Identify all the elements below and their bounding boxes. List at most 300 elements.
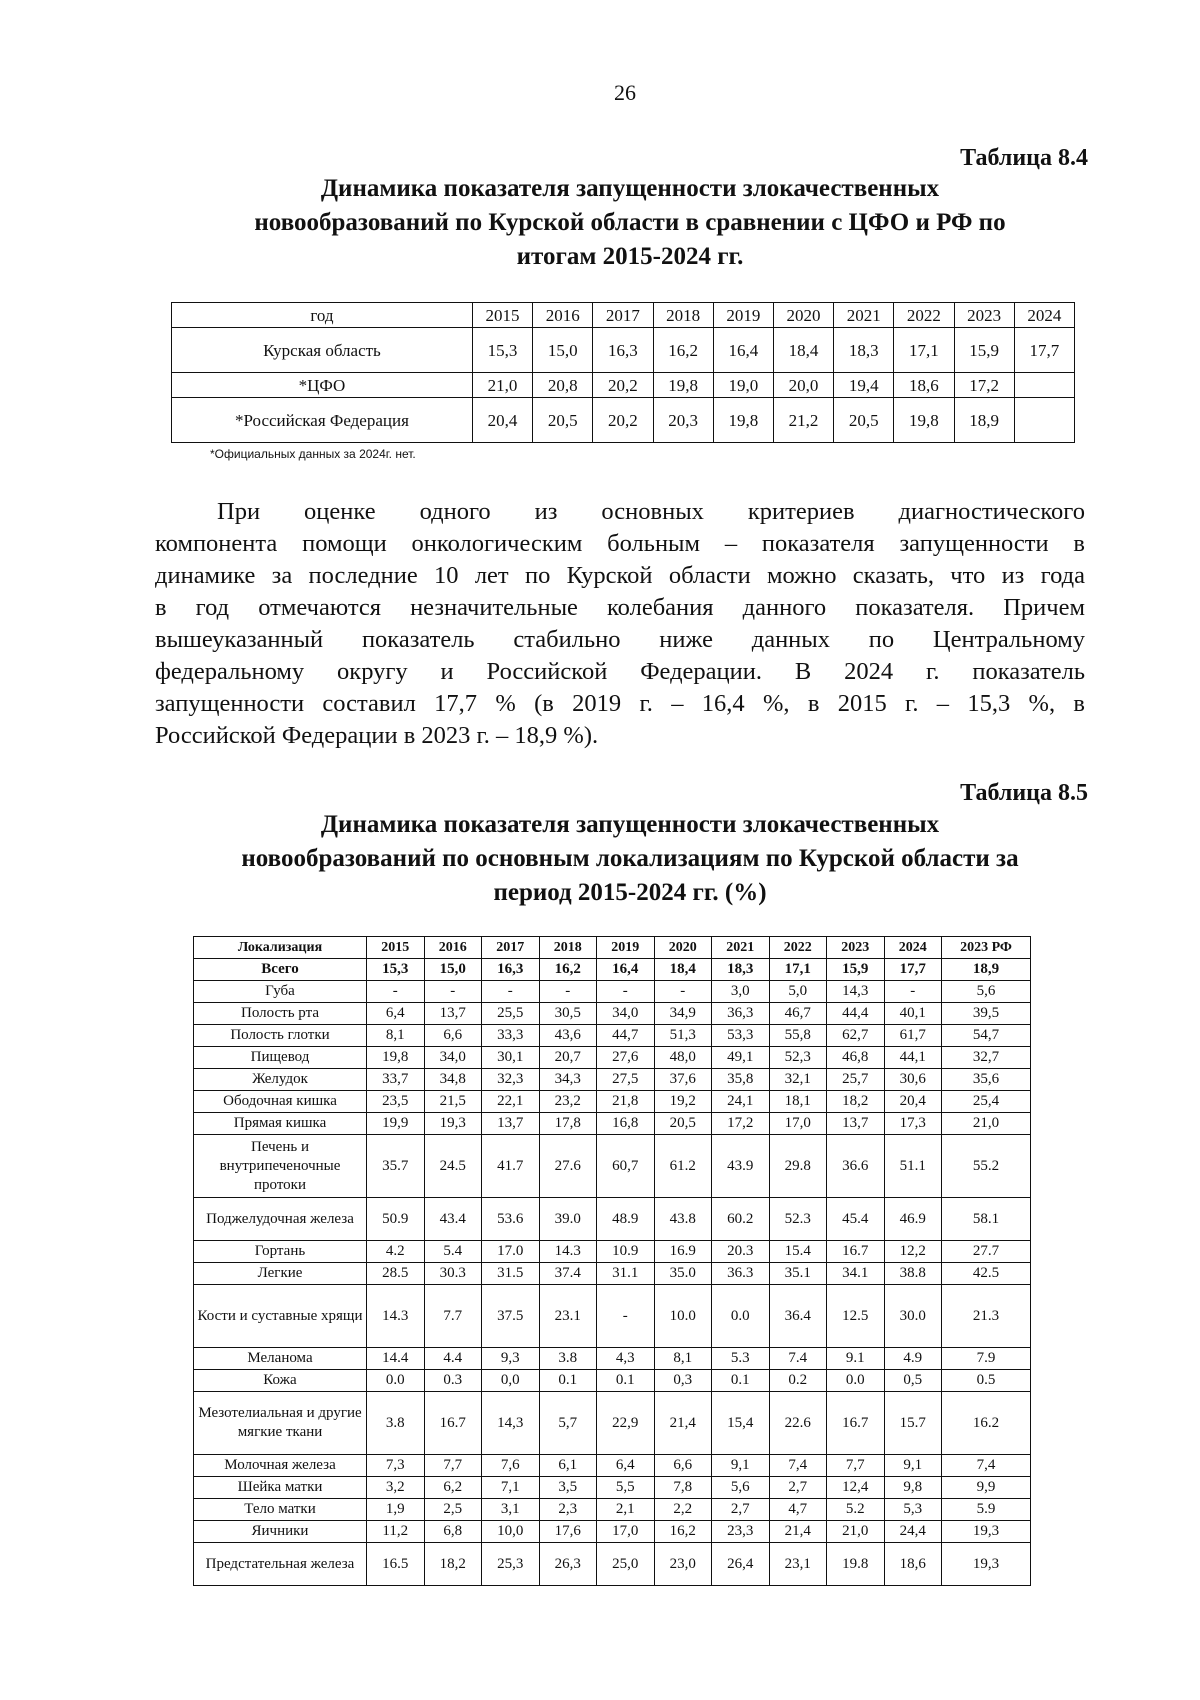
table-cell: 5,0 — [769, 981, 827, 1003]
table-cell: 21,4 — [769, 1521, 827, 1543]
row-label: Мезотелиальная и другие мягкие ткани — [194, 1392, 367, 1455]
table-cell: 5.2 — [827, 1499, 885, 1521]
table-row — [194, 1348, 1031, 1370]
table-cell: 16.5 — [367, 1543, 425, 1586]
header-cell: 2017 — [482, 937, 540, 959]
table-cell: 7,7 — [424, 1455, 482, 1477]
table-cell: 17,1 — [769, 959, 827, 981]
table-cell: 39.0 — [539, 1198, 597, 1241]
table-cell: 43.9 — [712, 1135, 770, 1198]
table-cell: 5,6 — [942, 981, 1031, 1003]
table-8-4-note: *Официальных данных за 2024г. нет. — [210, 447, 416, 461]
table-row — [194, 1392, 1031, 1455]
table-row — [172, 398, 1075, 443]
table-cell: 46,8 — [827, 1047, 885, 1069]
table-cell: 24,4 — [884, 1521, 942, 1543]
table-cell: 0.1 — [539, 1370, 597, 1392]
table-cell: 19,2 — [654, 1091, 712, 1113]
table-cell: 49,1 — [712, 1047, 770, 1069]
table-cell: 7,4 — [769, 1455, 827, 1477]
table-cell: 25,7 — [827, 1069, 885, 1091]
paragraph-line: Российской Федерации в 2023 г. – 18,9 %). — [155, 722, 599, 749]
table-cell: 11,2 — [367, 1521, 425, 1543]
header-cell: 2021 — [712, 937, 770, 959]
table-8-4-number: Таблица 8.4 — [960, 145, 1088, 171]
table-cell: 6,6 — [424, 1025, 482, 1047]
row-label: Полость рта — [194, 1003, 367, 1025]
table-cell: 0.1 — [597, 1370, 655, 1392]
table-cell: 37.4 — [539, 1263, 597, 1285]
table-cell: 2,7 — [712, 1499, 770, 1521]
table-cell: 15,4 — [712, 1392, 770, 1455]
table-cell: 29.8 — [769, 1135, 827, 1198]
table-cell: 21,0 — [472, 373, 532, 398]
table-cell: 0.5 — [942, 1370, 1031, 1392]
table-cell: 23,2 — [539, 1091, 597, 1113]
table-cell: 18,4 — [654, 959, 712, 981]
table-cell: 21,0 — [942, 1113, 1031, 1135]
table-cell: 13,7 — [482, 1113, 540, 1135]
table-cell: 42.5 — [942, 1263, 1031, 1285]
table-cell: - — [482, 981, 540, 1003]
table-8-5 — [193, 936, 1031, 1586]
table-cell: 28.5 — [367, 1263, 425, 1285]
table-cell: 20,2 — [593, 373, 653, 398]
table-cell: 30,6 — [884, 1069, 942, 1091]
table-cell: 21,8 — [597, 1091, 655, 1113]
table-cell: 48,0 — [654, 1047, 712, 1069]
table-cell: 3,5 — [539, 1477, 597, 1499]
table-cell: 34,9 — [654, 1003, 712, 1025]
table-cell: 0.3 — [424, 1370, 482, 1392]
table-cell: 9,8 — [884, 1477, 942, 1499]
table-row — [194, 959, 1031, 981]
table-cell: 5,7 — [539, 1392, 597, 1455]
table-cell: 0.0 — [367, 1370, 425, 1392]
table-cell: 10,0 — [482, 1521, 540, 1543]
table-cell: 16,8 — [597, 1113, 655, 1135]
header-cell: 2018 — [539, 937, 597, 959]
table-cell: 36.3 — [712, 1263, 770, 1285]
table-cell: 20,5 — [533, 398, 593, 443]
row-label: Тело матки — [194, 1499, 367, 1521]
row-label: Печень и внутрипеченочные протоки — [194, 1135, 367, 1198]
table-cell: 26,3 — [539, 1543, 597, 1586]
table-8-4-title-line: Динамика показателя запущенности злокачественных — [320, 175, 940, 202]
table-cell — [1014, 373, 1074, 398]
table-cell: 23,0 — [654, 1543, 712, 1586]
table-cell: 18,3 — [834, 328, 894, 373]
table-cell: 17,6 — [539, 1521, 597, 1543]
row-label: Молочная железа — [194, 1455, 367, 1477]
table-cell: 18,9 — [954, 398, 1014, 443]
table-cell: 20,0 — [773, 373, 833, 398]
table-cell: - — [884, 981, 942, 1003]
table-cell: 5.3 — [712, 1348, 770, 1370]
table-cell: 17,3 — [884, 1113, 942, 1135]
row-label: Полость глотки — [194, 1025, 367, 1047]
table-cell: 19,8 — [367, 1047, 425, 1069]
table-cell: 46,7 — [769, 1003, 827, 1025]
table-cell: 44,1 — [884, 1047, 942, 1069]
table-header-row — [172, 303, 1075, 328]
table-cell: 48.9 — [597, 1198, 655, 1241]
table-cell: 4,7 — [769, 1499, 827, 1521]
table-row — [194, 1003, 1031, 1025]
table-8-5-title-line: новообразований по основным локализациям по Курской области за — [241, 845, 1019, 872]
header-cell: 2019 — [713, 303, 773, 328]
table-cell: 6,1 — [539, 1455, 597, 1477]
row-label: Ободочная кишка — [194, 1091, 367, 1113]
table-cell: 34,0 — [424, 1047, 482, 1069]
table-cell: 3.8 — [539, 1348, 597, 1370]
row-label: Кожа — [194, 1370, 367, 1392]
table-cell: - — [597, 1285, 655, 1348]
table-row — [194, 1543, 1031, 1586]
table-cell: 7,7 — [827, 1455, 885, 1477]
table-row — [194, 1198, 1031, 1241]
table-cell: 22.6 — [769, 1392, 827, 1455]
table-cell: 17,7 — [1014, 328, 1074, 373]
header-cell: 2016 — [424, 937, 482, 959]
table-cell: 3,1 — [482, 1499, 540, 1521]
table-cell: 45.4 — [827, 1198, 885, 1241]
table-cell: 16.7 — [424, 1392, 482, 1455]
table-cell: 15,0 — [424, 959, 482, 981]
table-cell: 0,0 — [482, 1370, 540, 1392]
table-cell: 23.1 — [539, 1285, 597, 1348]
table-cell: 31.5 — [482, 1263, 540, 1285]
table-cell: 7,6 — [482, 1455, 540, 1477]
table-cell: 6,2 — [424, 1477, 482, 1499]
table-cell: 39,5 — [942, 1003, 1031, 1025]
table-cell: 25,4 — [942, 1091, 1031, 1113]
table-cell: 14.4 — [367, 1348, 425, 1370]
header-cell: 2023 — [827, 937, 885, 959]
header-cell: 2024 — [884, 937, 942, 959]
table-cell: 36.4 — [769, 1285, 827, 1348]
table-cell: 27.7 — [942, 1241, 1031, 1263]
table-cell: 6,4 — [597, 1455, 655, 1477]
row-label: Поджелудочная железа — [194, 1198, 367, 1241]
table-row — [194, 1285, 1031, 1348]
table-cell: 27.6 — [539, 1135, 597, 1198]
table-cell: 22,1 — [482, 1091, 540, 1113]
row-label: Курская область — [172, 328, 473, 373]
table-cell: 9,1 — [884, 1455, 942, 1477]
table-8-5-title-line: Динамика показателя запущенности злокачественных — [320, 811, 940, 838]
table-8-4-title-line: итогам 2015-2024 гг. — [516, 243, 744, 270]
row-label: Всего — [194, 959, 367, 981]
table-cell: 61,7 — [884, 1025, 942, 1047]
table-cell: - — [654, 981, 712, 1003]
table-cell: 21,4 — [654, 1392, 712, 1455]
table-cell: 61.2 — [654, 1135, 712, 1198]
table-cell: 2,3 — [539, 1499, 597, 1521]
table-cell: 3,2 — [367, 1477, 425, 1499]
row-label: Пищевод — [194, 1047, 367, 1069]
table-cell: 4.4 — [424, 1348, 482, 1370]
table-cell: 25,3 — [482, 1543, 540, 1586]
header-cell: 2021 — [834, 303, 894, 328]
table-cell: 18,2 — [827, 1091, 885, 1113]
table-cell: 18,2 — [424, 1543, 482, 1586]
table-cell: 5.9 — [942, 1499, 1031, 1521]
table-cell: 34,3 — [539, 1069, 597, 1091]
table-cell: 16.7 — [827, 1241, 885, 1263]
table-cell: 8,1 — [367, 1025, 425, 1047]
row-label: Легкие — [194, 1263, 367, 1285]
row-label: Кости и суставные хрящи — [194, 1285, 367, 1348]
header-cell: 2023 — [954, 303, 1014, 328]
table-cell: 19,3 — [942, 1543, 1031, 1586]
table-cell: 46.9 — [884, 1198, 942, 1241]
table-cell: 35,8 — [712, 1069, 770, 1091]
table-cell: 19,0 — [713, 373, 773, 398]
table-cell: 5,5 — [597, 1477, 655, 1499]
table-cell: 18,9 — [942, 959, 1031, 981]
table-cell: 50.9 — [367, 1198, 425, 1241]
paragraph-line: При оценке одного из основных критериев диагностического — [217, 498, 1085, 525]
table-cell: 53,3 — [712, 1025, 770, 1047]
table-row — [194, 1455, 1031, 1477]
table-cell: 20.3 — [712, 1241, 770, 1263]
table-cell: 5,6 — [712, 1477, 770, 1499]
table-cell: 30,1 — [482, 1047, 540, 1069]
table-cell: 19,3 — [424, 1113, 482, 1135]
table-cell: 19,3 — [942, 1521, 1031, 1543]
table-cell: 22,9 — [597, 1392, 655, 1455]
table-cell: 32,3 — [482, 1069, 540, 1091]
table-cell: 19,4 — [834, 373, 894, 398]
table-cell: 38.8 — [884, 1263, 942, 1285]
table-cell: 20,3 — [653, 398, 713, 443]
table-cell — [1014, 398, 1074, 443]
table-cell: 35,6 — [942, 1069, 1031, 1091]
paragraph-line: динамике за последние 10 лет по Курской области можно сказать, что из года — [155, 562, 1085, 589]
table-8-4-title — [170, 172, 1090, 274]
table-cell: 41.7 — [482, 1135, 540, 1198]
table-cell: 5,3 — [884, 1499, 942, 1521]
table-header-row — [194, 937, 1031, 959]
table-cell: 43.8 — [654, 1198, 712, 1241]
row-label: Предстательная железа — [194, 1543, 367, 1586]
page-number: 26 — [614, 80, 636, 105]
table-cell: 16,3 — [482, 959, 540, 981]
table-cell: 17,0 — [769, 1113, 827, 1135]
table-cell: 7,3 — [367, 1455, 425, 1477]
table-cell: 55,8 — [769, 1025, 827, 1047]
row-label: Шейка матки — [194, 1477, 367, 1499]
table-row — [194, 1499, 1031, 1521]
table-row — [194, 1135, 1031, 1198]
table-cell: 0.1 — [712, 1370, 770, 1392]
header-cell: 2015 — [367, 937, 425, 959]
table-cell: 16,4 — [713, 328, 773, 373]
table-cell: 52,3 — [769, 1047, 827, 1069]
table-cell: - — [597, 981, 655, 1003]
table-cell: 32,7 — [942, 1047, 1031, 1069]
table-cell: 18,1 — [769, 1091, 827, 1113]
table-cell: 5.4 — [424, 1241, 482, 1263]
table-row — [194, 1113, 1031, 1135]
table-cell: 14,3 — [827, 981, 885, 1003]
table-cell: 32,1 — [769, 1069, 827, 1091]
table-row — [194, 1263, 1031, 1285]
table-cell: 6,4 — [367, 1003, 425, 1025]
table-cell: 0.2 — [769, 1370, 827, 1392]
table-cell: 17,2 — [712, 1113, 770, 1135]
table-cell: 52.3 — [769, 1198, 827, 1241]
table-cell: 24,1 — [712, 1091, 770, 1113]
paragraph-line: в год отмечаются незначительные колебания данного показателя. Причем — [155, 594, 1085, 621]
table-cell: 9.1 — [827, 1348, 885, 1370]
table-cell: 25,5 — [482, 1003, 540, 1025]
header-cell: год — [172, 303, 473, 328]
table-cell: 36.6 — [827, 1135, 885, 1198]
table-cell: 7.4 — [769, 1348, 827, 1370]
row-label: *ЦФО — [172, 373, 473, 398]
header-cell: 2016 — [533, 303, 593, 328]
table-cell: 17.0 — [482, 1241, 540, 1263]
table-cell: 20,2 — [593, 398, 653, 443]
table-cell: 15.4 — [769, 1241, 827, 1263]
row-label: Яичники — [194, 1521, 367, 1543]
table-cell: 13,7 — [827, 1113, 885, 1135]
table-cell: 2,7 — [769, 1477, 827, 1499]
paragraph-line: вышеуказанный показатель стабильно ниже данных по Центральному — [155, 626, 1085, 653]
table-cell: 2,5 — [424, 1499, 482, 1521]
table-cell: 4,3 — [597, 1348, 655, 1370]
table-cell: 14,3 — [482, 1392, 540, 1455]
table-cell: 7,1 — [482, 1477, 540, 1499]
table-cell: 43,6 — [539, 1025, 597, 1047]
table-cell: 7,4 — [942, 1455, 1031, 1477]
table-row — [194, 1069, 1031, 1091]
table-cell: 20,5 — [834, 398, 894, 443]
table-cell: 0.0 — [712, 1285, 770, 1348]
header-cell: 2020 — [654, 937, 712, 959]
table-cell: 2,2 — [654, 1499, 712, 1521]
table-cell: 21.3 — [942, 1285, 1031, 1348]
table-cell: 4.9 — [884, 1348, 942, 1370]
table-cell: 0,3 — [654, 1370, 712, 1392]
header-cell: 2023 РФ — [942, 937, 1031, 959]
table-cell: 15,3 — [367, 959, 425, 981]
table-cell: 7.7 — [424, 1285, 482, 1348]
table-cell: 16,3 — [593, 328, 653, 373]
row-label: Меланома — [194, 1348, 367, 1370]
table-cell: 17,8 — [539, 1113, 597, 1135]
table-cell: 27,5 — [597, 1069, 655, 1091]
table-cell: 20,8 — [533, 373, 593, 398]
row-label: *Российская Федерация — [172, 398, 473, 443]
table-cell: 19.8 — [827, 1543, 885, 1586]
table-cell: 13,7 — [424, 1003, 482, 1025]
table-row — [194, 1091, 1031, 1113]
header-cell: 2018 — [653, 303, 713, 328]
table-row — [172, 373, 1075, 398]
table-cell: 3,0 — [712, 981, 770, 1003]
header-cell: 2020 — [773, 303, 833, 328]
table-cell: 19,8 — [653, 373, 713, 398]
table-cell: 30.0 — [884, 1285, 942, 1348]
table-cell: 51,3 — [654, 1025, 712, 1047]
table-cell: 6,8 — [424, 1521, 482, 1543]
paragraph-line: компонента помощи онкологическим больным – показателя запущенности в — [155, 530, 1085, 557]
table-cell: 16.2 — [942, 1392, 1031, 1455]
table-cell: 54,7 — [942, 1025, 1031, 1047]
table-cell: 9,3 — [482, 1348, 540, 1370]
table-cell: 10.0 — [654, 1285, 712, 1348]
table-cell: 4.2 — [367, 1241, 425, 1263]
table-cell: 58.1 — [942, 1198, 1031, 1241]
table-cell: 6,6 — [654, 1455, 712, 1477]
table-cell: 20,4 — [472, 398, 532, 443]
table-row — [194, 1025, 1031, 1047]
table-cell: 14.3 — [539, 1241, 597, 1263]
table-cell: 21,5 — [424, 1091, 482, 1113]
table-cell: 34,8 — [424, 1069, 482, 1091]
table-cell: 7,8 — [654, 1477, 712, 1499]
table-cell: 35.7 — [367, 1135, 425, 1198]
table-cell: 17,1 — [894, 328, 954, 373]
table-cell: 35.1 — [769, 1263, 827, 1285]
table-cell: 37,6 — [654, 1069, 712, 1091]
table-cell: 51.1 — [884, 1135, 942, 1198]
table-8-4 — [171, 302, 1075, 443]
table-cell: 37.5 — [482, 1285, 540, 1348]
table-row — [194, 1521, 1031, 1543]
table-cell: 16,2 — [653, 328, 713, 373]
table-cell: 17,7 — [884, 959, 942, 981]
table-cell: - — [367, 981, 425, 1003]
table-cell: 21,2 — [773, 398, 833, 443]
table-cell: 33,3 — [482, 1025, 540, 1047]
table-cell: 17,2 — [954, 373, 1014, 398]
table-cell: 14.3 — [367, 1285, 425, 1348]
table-8-5-title — [170, 808, 1090, 910]
table-cell: 15.7 — [884, 1392, 942, 1455]
table-row — [172, 328, 1075, 373]
table-8-5-title-line: период 2015-2024 гг. (%) — [493, 879, 767, 906]
table-cell: 60.2 — [712, 1198, 770, 1241]
table-cell: 18,6 — [894, 373, 954, 398]
table-cell: 26,4 — [712, 1543, 770, 1586]
table-cell: 19,9 — [367, 1113, 425, 1135]
table-cell: 3.8 — [367, 1392, 425, 1455]
table-cell: 12,2 — [884, 1241, 942, 1263]
table-cell: 36,3 — [712, 1003, 770, 1025]
header-cell: 2015 — [472, 303, 532, 328]
row-label: Прямая кишка — [194, 1113, 367, 1135]
table-8-4-title-line: новообразований по Курской области в сравнении с ЦФО и РФ по — [254, 209, 1006, 236]
table-cell: 31.1 — [597, 1263, 655, 1285]
table-cell: 15,9 — [954, 328, 1014, 373]
table-cell: 30.3 — [424, 1263, 482, 1285]
table-cell: 0.0 — [827, 1370, 885, 1392]
table-cell: 23,5 — [367, 1091, 425, 1113]
table-cell: 16,2 — [654, 1521, 712, 1543]
table-cell: 8,1 — [654, 1348, 712, 1370]
row-label: Гортань — [194, 1241, 367, 1263]
table-row — [194, 1477, 1031, 1499]
table-cell: 25,0 — [597, 1543, 655, 1586]
table-cell: 12,4 — [827, 1477, 885, 1499]
table-cell: 23,1 — [769, 1543, 827, 1586]
table-cell: 16,4 — [597, 959, 655, 981]
table-cell: 18,4 — [773, 328, 833, 373]
